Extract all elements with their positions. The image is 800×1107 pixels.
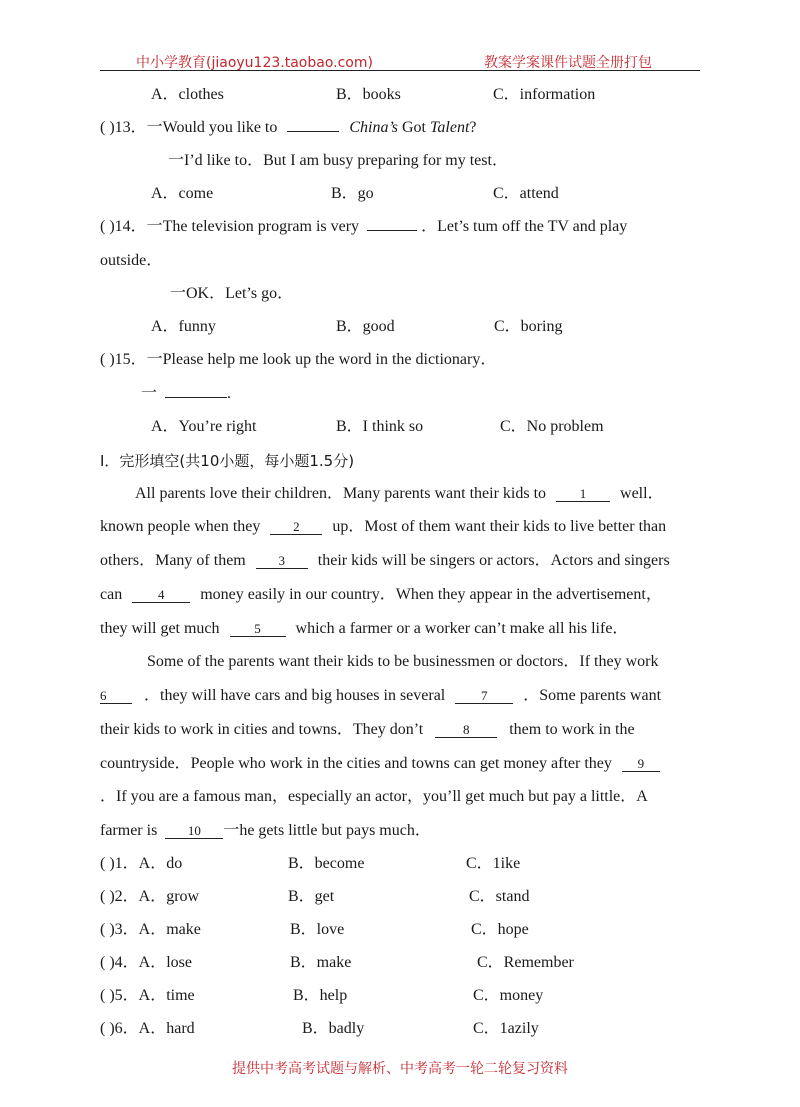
cloze-blank-3: 3 — [256, 553, 308, 569]
cloze-p1-line2 — [100, 517, 666, 537]
q15-option-b: B．I think so — [336, 418, 424, 435]
page-footer: 提供中考高考试题与解析、中考高考一轮二轮复习资料 — [232, 1061, 568, 1077]
page-header — [100, 50, 700, 71]
cloze-p2-line1: Some of the parents want their kids to be businessmen or doctors．If they work — [147, 653, 659, 670]
cloze-p2-line3 — [100, 720, 635, 740]
cloze-p2-line2 — [100, 686, 661, 706]
cloze-text: up．Most of them want their kids to live better than — [332, 518, 667, 535]
cloze-text: ．they will have cars and big houses in several — [144, 687, 446, 704]
cloze-text: 一he gets little but pays much． — [223, 822, 431, 839]
cloze-text: their kids will be singers or actors．Actors and singers — [317, 552, 670, 569]
cloze-blank-1: 1 — [556, 486, 610, 502]
q13-italic-talent: Talent — [429, 119, 470, 136]
option-row-1-b: B．become — [288, 855, 365, 872]
option-row-5-b: B．help — [293, 987, 348, 1004]
option-row-4-a: ( )4．A．lose — [100, 954, 192, 971]
cloze-blank-10: 10 — [165, 823, 223, 839]
q12-option-a: A．clothes — [151, 86, 224, 103]
option-row-4-c: C．Remember — [477, 954, 574, 971]
cloze-text: they will get much — [100, 620, 220, 637]
cloze-text: can — [100, 586, 123, 603]
option-row-3-a: ( )3．A．make — [100, 921, 201, 938]
cloze-p2-line5: ．If you are a famous man，especially an actor，you’ll get much but pay a little．A — [100, 788, 648, 805]
q15-option-c: C．No problem — [500, 418, 604, 435]
q13-italic-china: China’s — [349, 119, 398, 136]
cloze-heading: I．完形填空(共10小题，每小题1.5分) — [100, 452, 355, 470]
cloze-text: their kids to work in cities and towns．They don’t — [100, 721, 424, 738]
cloze-blank-5: 5 — [230, 621, 286, 637]
cloze-blank-7: 7 — [455, 688, 513, 704]
q15-option-a: A．You’re right — [151, 418, 257, 435]
option-row-1-c: C．1ike — [466, 855, 521, 872]
cloze-blank-4: 4 — [132, 587, 190, 603]
option-row-6-a: ( )6．A．hard — [100, 1020, 195, 1037]
header-left-text: 中小学教育(jiaoyu123.taobao.com) — [136, 55, 373, 71]
option-row-6-b: B．badly — [302, 1020, 365, 1037]
option-row-6-c: C．1azily — [473, 1020, 539, 1037]
q15-reply — [141, 384, 231, 404]
q14-option-a: A．funny — [151, 318, 216, 335]
option-row-2-b: B．get — [288, 888, 335, 905]
q15-dash: 一 — [141, 385, 158, 402]
option-row-5-c: C．money — [473, 987, 544, 1004]
cloze-text: money easily in our country．When they appear in the advertisement， — [200, 586, 662, 603]
q14-option-c: C．boring — [494, 318, 563, 335]
option-row-3-c: C．hope — [471, 921, 529, 938]
cloze-p2-line4 — [100, 754, 660, 774]
cloze-text: ．Some parents want — [523, 687, 662, 704]
q12-option-b: B．books — [336, 86, 401, 103]
option-row-5-a: ( )5．A．time — [100, 987, 195, 1004]
q13-question — [100, 118, 477, 138]
cloze-p2-line6 — [100, 821, 431, 841]
option-row-1-a: ( )1．A．do — [100, 855, 183, 872]
q13-reply: 一I’d like to．But I am busy preparing for my test． — [168, 152, 508, 169]
q15-period: . — [227, 385, 232, 402]
option-row-2-a: ( )2．A．grow — [100, 888, 200, 905]
q13-option-a: A．come — [151, 185, 214, 202]
cloze-text: others．Many of them — [100, 552, 246, 569]
q14-question — [100, 217, 627, 237]
cloze-text: All parents love their children．Many parents want their kids to — [135, 485, 547, 502]
q13-option-c: C．attend — [493, 185, 559, 202]
q13-blank — [287, 131, 339, 132]
cloze-p1-line1 — [135, 484, 664, 504]
cloze-text: well． — [620, 485, 664, 502]
q13-stem: ( )13．一Would you like to — [100, 119, 278, 136]
cloze-text: which a farmer or a worker can’t make all his life． — [295, 620, 629, 637]
header-right-text: 教案学案课件试题全册打包 — [484, 55, 652, 71]
q13-got: Got — [401, 119, 426, 136]
cloze-blank-6: 6 — [100, 688, 132, 704]
q14-stem-end: ．Let’s tum off the TV and play — [421, 218, 628, 235]
cloze-blank-8: 8 — [435, 722, 497, 738]
q13-option-b: B．go — [331, 185, 374, 202]
cloze-text: farmer is — [100, 822, 158, 839]
option-row-4-b: B．make — [290, 954, 352, 971]
q14-continuation: outside． — [100, 252, 163, 269]
cloze-text: countryside．People who work in the cities and towns can get money after they — [100, 755, 612, 772]
q14-option-b: B．good — [336, 318, 395, 335]
q13-qmark: ? — [469, 119, 477, 136]
q14-blank — [367, 230, 417, 231]
q14-stem: ( )14．一The television program is very — [100, 218, 360, 235]
cloze-text: them to work in the — [509, 721, 635, 738]
q15-blank — [165, 397, 227, 398]
q14-reply: 一OK．Let’s go． — [170, 285, 294, 302]
cloze-p1-line5 — [100, 619, 628, 639]
cloze-blank-9: 9 — [622, 756, 660, 772]
cloze-text: known people when they — [100, 518, 261, 535]
option-row-2-c: C．stand — [469, 888, 530, 905]
option-row-3-b: B．love — [290, 921, 345, 938]
cloze-p1-line3 — [100, 551, 670, 571]
cloze-p1-line4 — [100, 585, 662, 605]
q15-question: ( )15．一Please help me look up the word in the dictionary． — [100, 351, 497, 368]
cloze-blank-2: 2 — [270, 519, 322, 535]
q12-option-c: C．information — [493, 86, 596, 103]
